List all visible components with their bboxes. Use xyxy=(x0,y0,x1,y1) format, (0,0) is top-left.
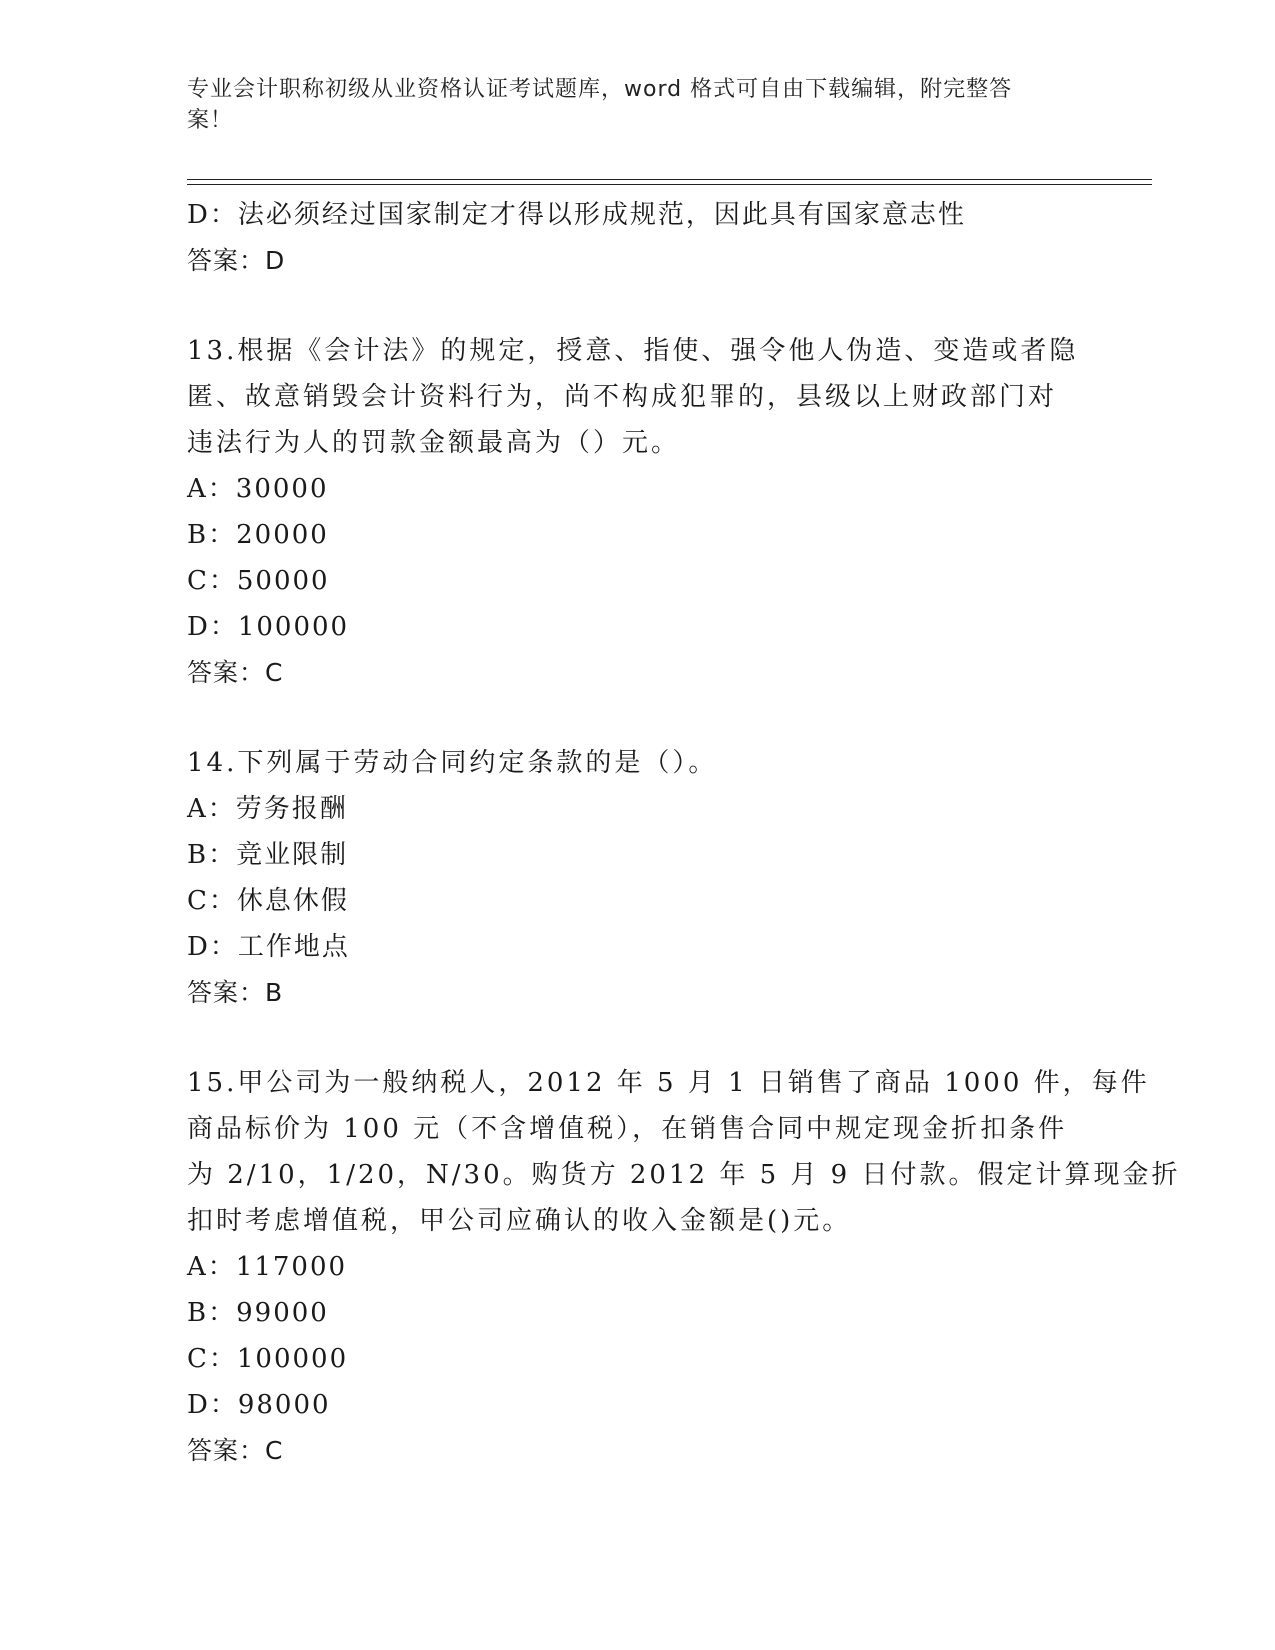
prev-question-tail xyxy=(187,192,1087,284)
option-a: A：劳务报酬 xyxy=(187,794,348,824)
answer: 答案：C xyxy=(187,1436,284,1465)
page-header xyxy=(187,74,1067,136)
document-body xyxy=(187,192,1181,1474)
header-rule-bottom xyxy=(187,184,1152,185)
option-d: D：98000 xyxy=(187,1390,331,1420)
option-c: C：100000 xyxy=(187,1344,349,1374)
header-line-1: 专业会计职称初级从业资格认证考试题库，word 格式可自由下载编辑，附完整答 xyxy=(187,77,1013,102)
question-text-line: 扣时考虑增值税，甲公司应确认的收入金额是()元。 xyxy=(187,1206,852,1236)
question-15 xyxy=(187,1060,1181,1474)
question-text-line: 匿、故意销毁会计资料行为，尚不构成犯罪的，县级以上财政部门对 xyxy=(187,382,1058,412)
question-text-line: 商品标价为 100 元（不含增值税），在销售合同中规定现金折扣条件 xyxy=(187,1114,1068,1144)
header-line-2: 案！ xyxy=(187,108,234,133)
option-d: D：100000 xyxy=(187,612,350,642)
option-d: D：工作地点 xyxy=(187,932,350,962)
question-14 xyxy=(187,740,1087,1016)
option-d: D：法必须经过国家制定才得以形成规范，因此具有国家意志性 xyxy=(187,200,966,230)
option-c: C：休息休假 xyxy=(187,886,349,916)
question-13 xyxy=(187,328,1087,696)
option-b: B：20000 xyxy=(187,520,329,550)
answer: 答案：B xyxy=(187,978,284,1007)
question-text-line: 14.下列属于劳动合同约定条款的是（）。 xyxy=(187,748,718,778)
option-c: C：50000 xyxy=(187,566,330,596)
option-a: A：117000 xyxy=(187,1252,348,1282)
answer: 答案：C xyxy=(187,658,284,687)
option-b: B：99000 xyxy=(187,1298,329,1328)
question-text-line: 为 2/10，1/20，N/30。购货方 2012 年 5 月 9 日付款。假定计算现金折 xyxy=(187,1160,1181,1190)
option-a: A：30000 xyxy=(187,474,329,504)
option-b: B：竞业限制 xyxy=(187,840,349,870)
question-text-line: 违法行为人的罚款金额最高为（）元。 xyxy=(187,428,681,458)
question-text-line: 13.根据《会计法》的规定，授意、指使、强令他人伪造、变造或者隐 xyxy=(187,336,1079,366)
answer: 答案：D xyxy=(187,246,286,275)
question-text-line: 15.甲公司为一般纳税人，2012 年 5 月 1 日销售了商品 1000 件，每件 xyxy=(187,1068,1150,1098)
header-rule-top xyxy=(187,179,1152,180)
